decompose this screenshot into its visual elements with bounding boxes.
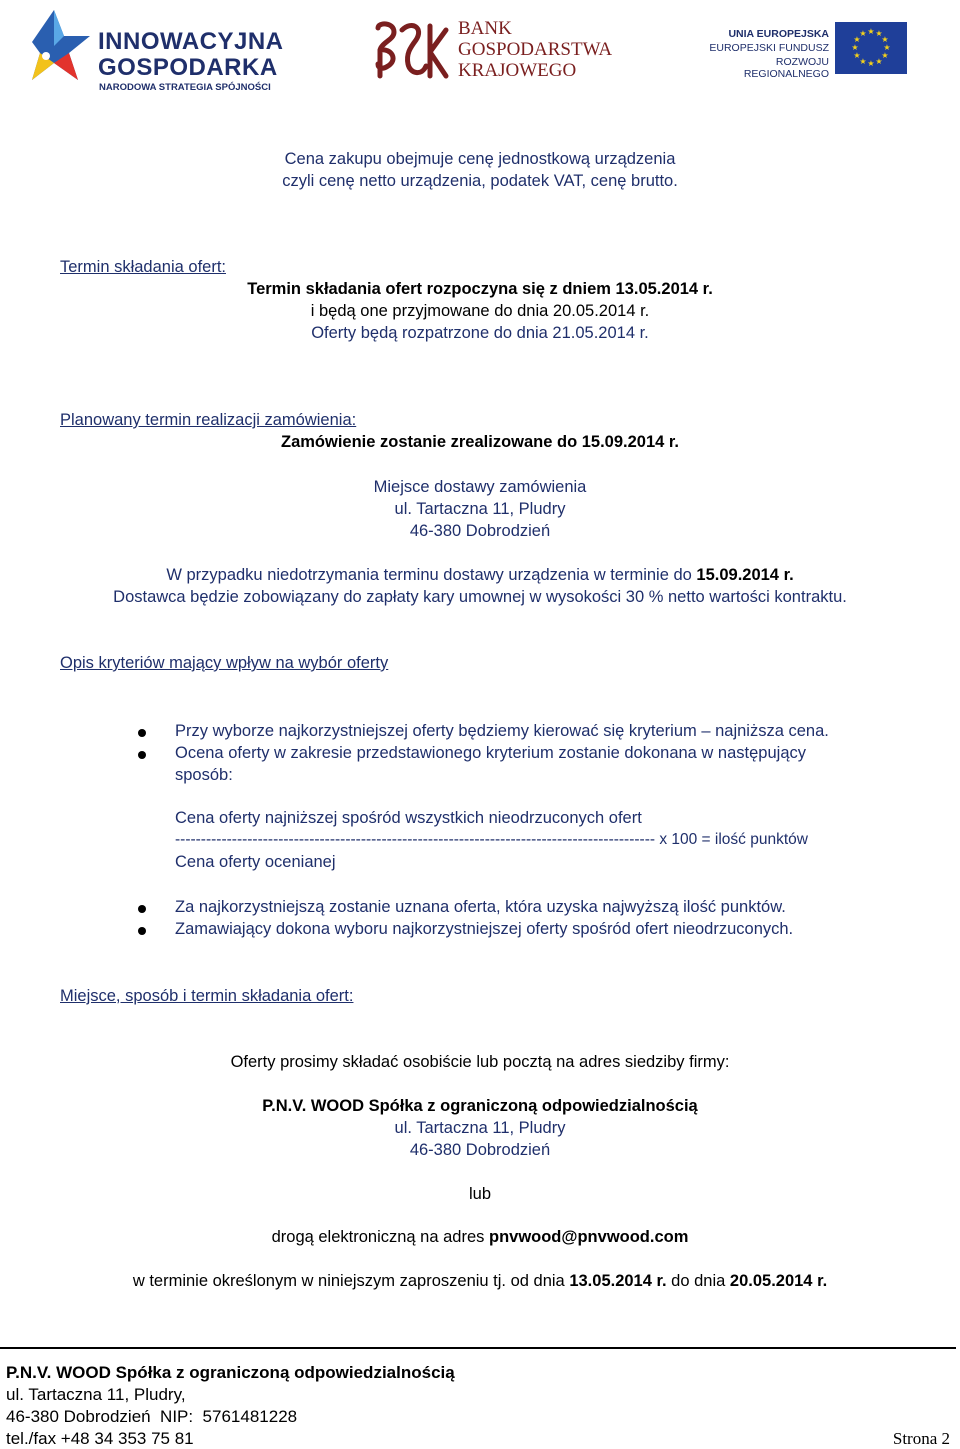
svg-text:★: ★	[853, 35, 861, 44]
criteria-item: Ocena oferty w zakresie przedstawionego kryterium zostanie dokonana w następujący	[175, 744, 806, 762]
criteria-item: Przy wyborze najkorzystniejszej oferty będziemy kierować się kryterium – najniższa cena.	[175, 722, 829, 740]
formula-numerator: Cena oferty najniższej spośród wszystkich nieodrzuconych ofert	[175, 809, 642, 827]
submission-intro: Oferty prosimy składać osobiście lub pocztą na adres siedziby firmy:	[230, 1053, 730, 1071]
eu-flag-icon	[835, 22, 907, 74]
logo-text: EUROPEJSKI FUNDUSZ	[709, 42, 829, 54]
formula-line: --------------------------------------------------------------------------------------------- x 100 = ilość punktów	[175, 831, 808, 848]
or-text: lub	[468, 1185, 492, 1203]
footer-street: ul. Tartaczna 11, Pludry,	[6, 1385, 186, 1404]
footer-city-nip: 46-380 Dobrodzień NIP: 5761481228	[6, 1407, 298, 1426]
bullet-icon	[138, 927, 146, 935]
svg-text:★: ★	[867, 27, 875, 36]
innowacyjna-gospodarka-logo	[32, 6, 282, 98]
company-street: ul. Tartaczna 11, Pludry	[394, 1119, 566, 1137]
section-heading-deadline: Termin składania ofert:	[60, 258, 226, 276]
svg-text:★: ★	[881, 51, 889, 60]
svg-text:★: ★	[881, 35, 889, 44]
footer-divider	[0, 1347, 956, 1349]
star-logo-icon	[32, 6, 92, 98]
svg-text:★: ★	[867, 59, 875, 68]
delivery-city: 46-380 Dobrodzień	[409, 522, 551, 540]
svg-text:★: ★	[883, 43, 891, 52]
penalty-date: 15.09.2014 r.	[696, 566, 794, 584]
eu-logo	[695, 22, 910, 82]
logo-text: GOSPODARSTWA	[458, 39, 613, 60]
bgk-logo	[372, 16, 622, 86]
svg-text:★: ★	[875, 29, 883, 38]
bullet-icon	[138, 905, 146, 913]
bgk-monogram-icon	[372, 20, 450, 82]
page-number: Strona 2	[892, 1429, 950, 1448]
realization-line: Zamówienie zostanie zrealizowane do 15.09.2014 r.	[281, 433, 679, 451]
deadline-line: Oferty będą rozpatrzone do dnia 21.05.2014 r.	[311, 324, 649, 342]
criteria-item: Zamawiający dokona wyboru najkorzystniejszej oferty spośród ofert nieodrzuconych.	[175, 920, 794, 938]
email-address[interactable]: pnvwood@pnvwood.com	[488, 1228, 689, 1246]
email-line	[0, 1228, 960, 1247]
price-line: Cena zakupu obejmuje cenę jednostkową urządzenia	[284, 150, 676, 168]
price-line: czyli cenę netto urządzenia, podatek VAT, cenę brutto.	[282, 172, 678, 190]
bullet-icon	[138, 729, 146, 737]
formula-denominator: Cena oferty ocenianej	[175, 853, 336, 871]
company-city: 46-380 Dobrodzień	[409, 1141, 551, 1159]
section-heading-submission: Miejsce, sposób i termin składania ofert:	[60, 987, 354, 1005]
penalty-line: Dostawca będzie zobowiązany do zapłaty kary umownej w wysokości 30 % netto wartości kontraktu.	[113, 588, 847, 606]
logo-text: UNIA EUROPEJSKA	[728, 28, 829, 40]
delivery-place-title: Miejsce dostawy zamówienia	[373, 478, 587, 496]
email-label: drogą elektroniczną na adres	[271, 1228, 489, 1246]
section-heading-realization: Planowany termin realizacji zamówienia:	[60, 411, 357, 429]
penalty-text: W przypadku niedotrzymania terminu dostawy urządzenia w terminie do	[166, 566, 697, 584]
logo-subtext: NARODOWA STRATEGIA SPÓJNOŚCI	[99, 82, 271, 93]
logo-text: ROZWOJU REGIONALNEGO	[743, 56, 829, 80]
delivery-street: ul. Tartaczna 11, Pludry	[394, 500, 566, 518]
term-text: w terminie określonym w niniejszym zaproszeniu tj. od dnia	[132, 1272, 570, 1290]
footer-company: P.N.V. WOOD Spółka z ograniczoną odpowiedzialnością	[6, 1363, 455, 1382]
svg-text:★: ★	[859, 57, 867, 66]
term-to-date: 20.05.2014 r.	[729, 1272, 828, 1290]
term-text: do dnia	[666, 1272, 730, 1290]
logo-text: BANK	[458, 18, 512, 39]
section-heading-criteria: Opis kryteriów mający wpływ na wybór oferty	[60, 654, 389, 672]
deadline-line: i będą one przyjmowane do dnia 20.05.2014 r.	[310, 302, 650, 320]
svg-text:★: ★	[875, 57, 883, 66]
term-line	[0, 1272, 960, 1291]
logo-text: GOSPODARKA	[98, 54, 278, 81]
deadline-line: Termin składania ofert rozpoczyna się z dniem 13.05.2014 r.	[247, 280, 713, 298]
criteria-item: Za najkorzystniejszą zostanie uznana oferta, która uzyska najwyższą ilość punktów.	[175, 898, 786, 916]
company-name: P.N.V. WOOD Spółka z ograniczoną odpowiedzialnością	[262, 1097, 698, 1115]
svg-text:★: ★	[853, 51, 861, 60]
footer-phone: tel./fax +48 34 353 75 81	[6, 1429, 194, 1448]
bullet-icon	[138, 751, 146, 759]
criteria-item-continued: sposób:	[175, 766, 233, 784]
penalty-line	[0, 566, 960, 585]
logo-text: INNOWACYJNA	[98, 28, 284, 55]
svg-text:★: ★	[851, 43, 859, 52]
logo-text: KRAJOWEGO	[458, 60, 577, 81]
svg-text:★: ★	[859, 29, 867, 38]
term-from-date: 13.05.2014 r.	[569, 1272, 667, 1290]
